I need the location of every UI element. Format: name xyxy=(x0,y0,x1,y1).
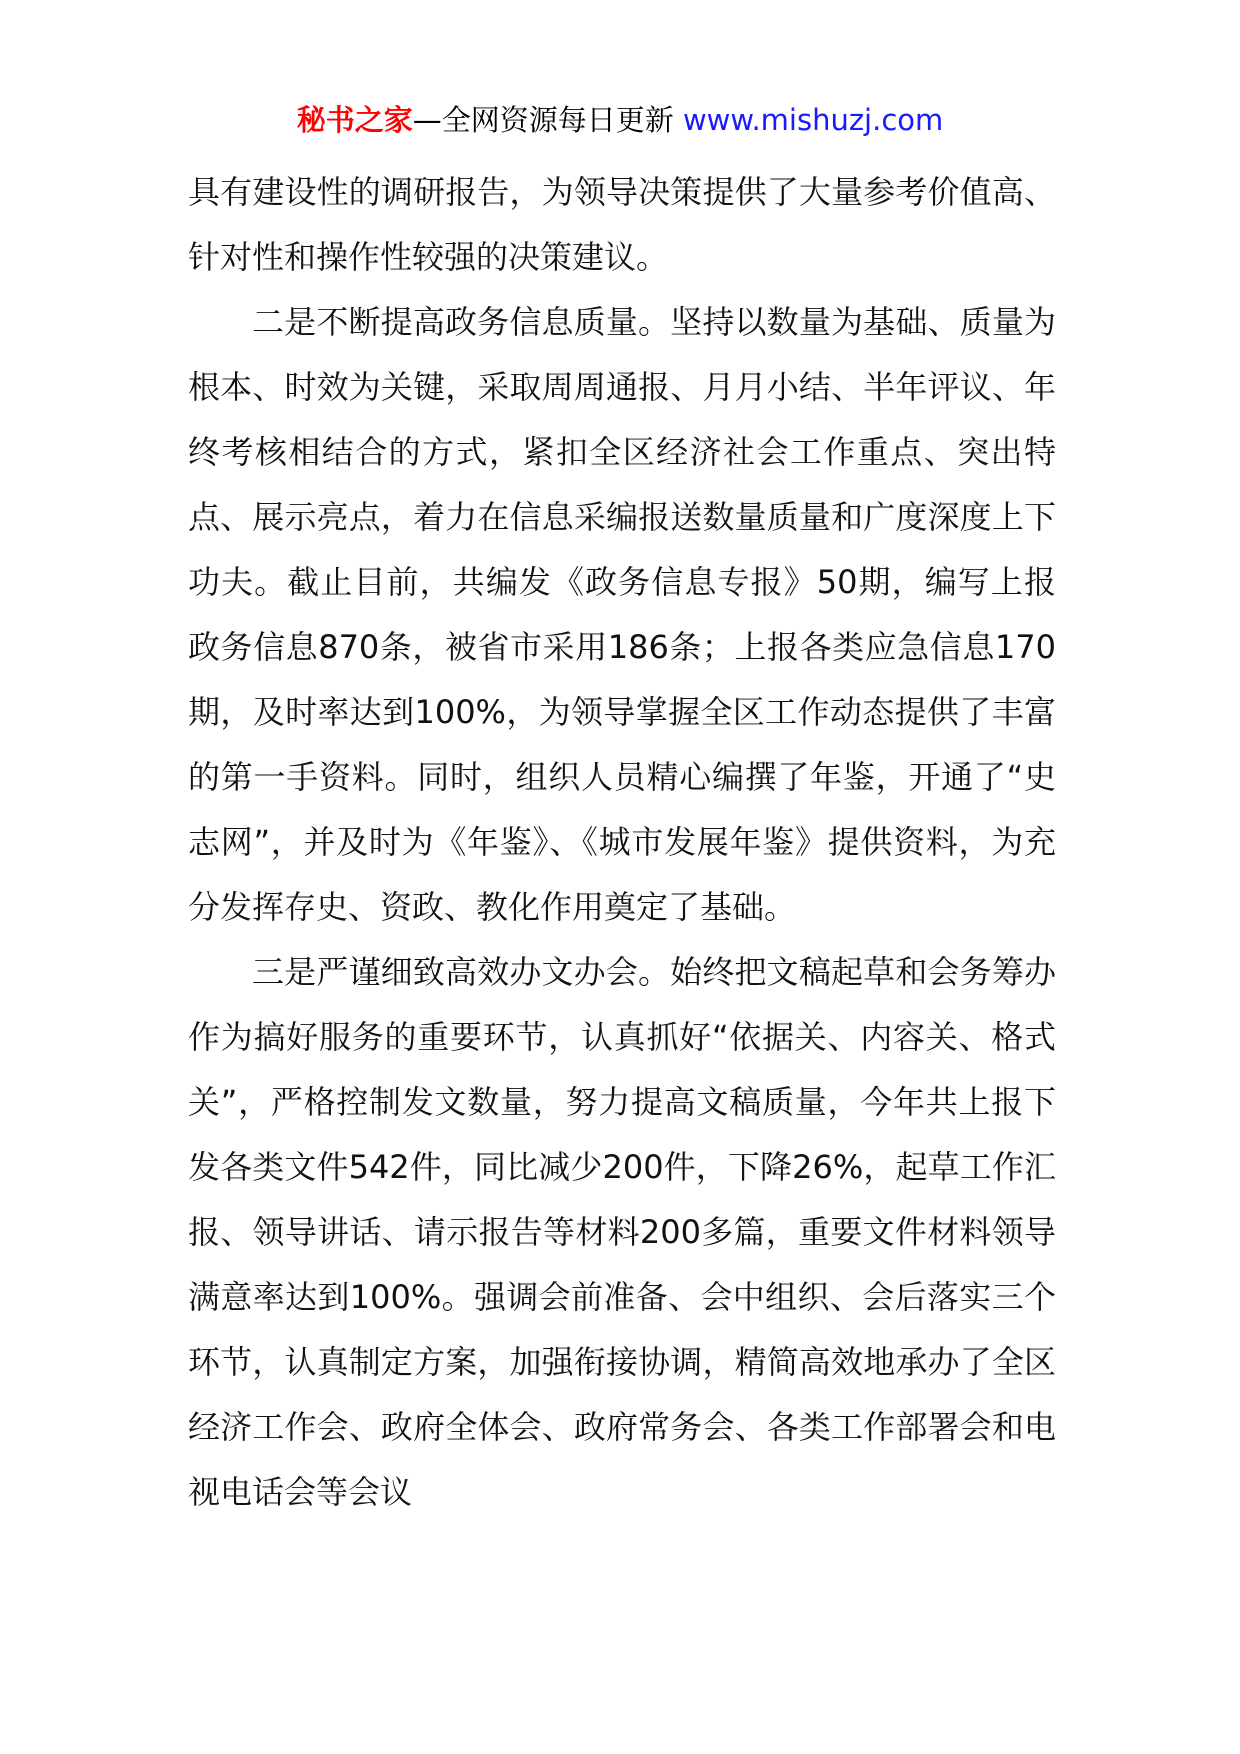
paragraph-document-meetings: 三是严谨细致高效办文办会。始终把文稿起草和会务筹办作为搞好服务的重要环节，认真抓好“依据关、内容关、格式关”，严格控制发文数量，努力提高文稿质量，今年共上报下发各类文件542件，同比减少200件，下降26%，起草工作汇报、领导讲话、请示报告等材料200多篇，重要文件材料领导满意率达到100%。强调会前准备、会中组织、会后落实三个环节，认真制定方案，加强衔接协调，精简高效地承办了全区经济工作会、政府全体会、政府常务会、各类工作部署会和电视电话会等会议 xyxy=(188,953,1056,1511)
header-tagline: —全网资源每日更新 xyxy=(412,103,674,137)
site-url-link[interactable]: www.mishuzj.com xyxy=(682,103,944,137)
page-header xyxy=(0,100,1240,140)
document-body xyxy=(188,160,1056,1525)
paragraph-continuation: 具有建设性的调研报告，为领导决策提供了大量参考价值高、针对性和操作性较强的决策建议。 xyxy=(188,173,1056,276)
paragraph-government-info: 二是不断提高政务信息质量。坚持以数量为基础、质量为根本、时效为关键，采取周周通报、月月小结、半年评议、年终考核相结合的方式，紧扣全区经济社会工作重点、突出特点、展示亮点，着力在信息采编报送数量质量和广度深度上下功夫。截止目前，共编发《政务信息专报》50期，编写上报政务信息870条，被省市采用186条；上报各类应急信息170期，及时率达到100%，为领导掌握全区工作动态提供了丰富的第一手资料。同时，组织人员精心编撰了年鉴，开通了“史志网”，并及时为《年鉴》、《城市发展年鉴》提供资料，为充分发挥存史、资政、教化作用奠定了基础。 xyxy=(188,303,1056,926)
brand-name: 秘书之家 xyxy=(296,103,413,137)
